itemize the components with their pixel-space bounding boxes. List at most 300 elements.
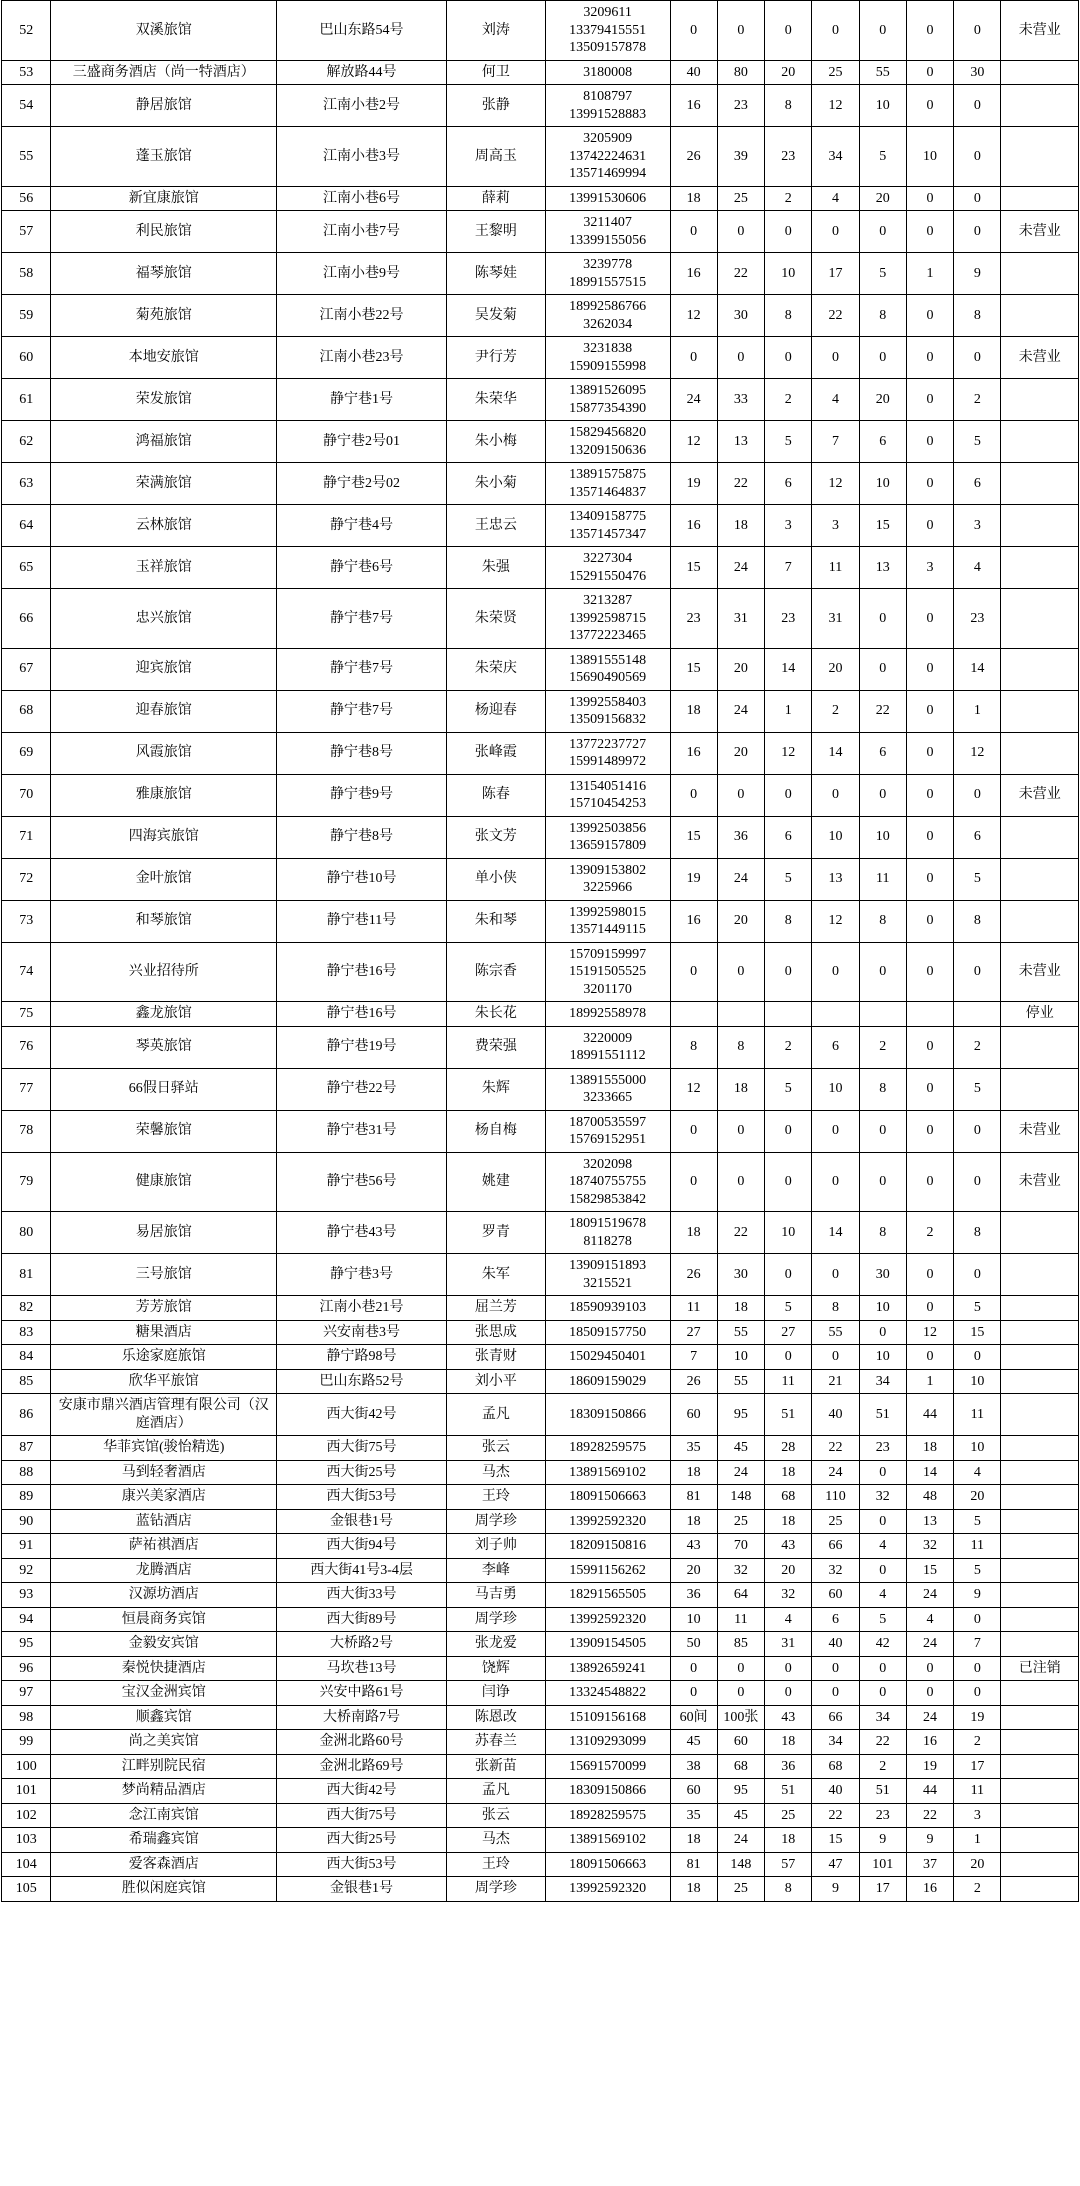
cell-address: 静宁巷11号 bbox=[277, 900, 447, 942]
cell-person: 张云 bbox=[446, 1803, 545, 1828]
cell-person: 孟凡 bbox=[446, 1779, 545, 1804]
table-row bbox=[2, 1, 1079, 61]
cell-number-4: 55 bbox=[812, 1320, 859, 1345]
cell-number-2: 30 bbox=[717, 1254, 764, 1296]
table-body bbox=[2, 1, 1079, 1902]
cell-phone: 15991156262 bbox=[545, 1558, 670, 1583]
cell-address: 江南小巷9号 bbox=[277, 253, 447, 295]
cell-index: 77 bbox=[2, 1068, 51, 1110]
cell-number-1: 24 bbox=[670, 379, 717, 421]
cell-number-5: 9 bbox=[859, 1828, 906, 1853]
cell-number-1: 26 bbox=[670, 1369, 717, 1394]
cell-number-1: 12 bbox=[670, 295, 717, 337]
cell-number-1: 0 bbox=[670, 1, 717, 61]
cell-number-2: 148 bbox=[717, 1485, 764, 1510]
cell-address: 静宁巷16号 bbox=[277, 942, 447, 1002]
cell-number-3: 0 bbox=[765, 942, 812, 1002]
cell-number-7: 4 bbox=[954, 1460, 1001, 1485]
table-row bbox=[2, 858, 1079, 900]
cell-number-6: 24 bbox=[906, 1632, 953, 1657]
cell-address: 西大街42号 bbox=[277, 1779, 447, 1804]
cell-number-6: 0 bbox=[906, 774, 953, 816]
cell-number-2: 0 bbox=[717, 211, 764, 253]
cell-number-6: 0 bbox=[906, 379, 953, 421]
cell-number-3: 3 bbox=[765, 505, 812, 547]
cell-number-3: 20 bbox=[765, 60, 812, 85]
cell-number-1: 19 bbox=[670, 858, 717, 900]
cell-number-5: 0 bbox=[859, 942, 906, 1002]
cell-note bbox=[1001, 547, 1079, 589]
cell-phone: 13154051416 15710454253 bbox=[545, 774, 670, 816]
cell-number-4: 7 bbox=[812, 421, 859, 463]
cell-number-3: 5 bbox=[765, 858, 812, 900]
cell-phone: 3213287 13992598715 13772223465 bbox=[545, 589, 670, 649]
cell-number-5: 8 bbox=[859, 900, 906, 942]
cell-number-6: 3 bbox=[906, 547, 953, 589]
cell-number-4: 9 bbox=[812, 1877, 859, 1902]
table-row bbox=[2, 732, 1079, 774]
cell-number-7: 5 bbox=[954, 1296, 1001, 1321]
cell-person: 单小侠 bbox=[446, 858, 545, 900]
cell-name: 福琴旅馆 bbox=[51, 253, 277, 295]
cell-person: 王忠云 bbox=[446, 505, 545, 547]
cell-note: 未营业 bbox=[1001, 1, 1079, 61]
cell-number-1: 18 bbox=[670, 1509, 717, 1534]
cell-name: 三盛商务酒店（尚一特酒店） bbox=[51, 60, 277, 85]
table-row bbox=[2, 1296, 1079, 1321]
cell-number-2: 18 bbox=[717, 1068, 764, 1110]
cell-name: 金毅安宾馆 bbox=[51, 1632, 277, 1657]
cell-number-2: 80 bbox=[717, 60, 764, 85]
table-row bbox=[2, 127, 1079, 187]
cell-number-6: 0 bbox=[906, 1681, 953, 1706]
cell-number-1: 12 bbox=[670, 421, 717, 463]
cell-number-1: 15 bbox=[670, 547, 717, 589]
cell-number-2: 0 bbox=[717, 774, 764, 816]
cell-name: 念江南宾馆 bbox=[51, 1803, 277, 1828]
table-row bbox=[2, 900, 1079, 942]
cell-name: 乐途家庭旅馆 bbox=[51, 1345, 277, 1370]
cell-name: 汉源坊酒店 bbox=[51, 1583, 277, 1608]
cell-address: 江南小巷22号 bbox=[277, 295, 447, 337]
cell-number-7: 4 bbox=[954, 547, 1001, 589]
cell-number-7: 0 bbox=[954, 186, 1001, 211]
cell-note bbox=[1001, 379, 1079, 421]
cell-number-3: 0 bbox=[765, 1110, 812, 1152]
cell-phone: 13892659241 bbox=[545, 1656, 670, 1681]
cell-address: 静宁巷3号 bbox=[277, 1254, 447, 1296]
cell-number-5: 17 bbox=[859, 1877, 906, 1902]
cell-note bbox=[1001, 85, 1079, 127]
cell-number-5: 0 bbox=[859, 1681, 906, 1706]
cell-phone: 13909151893 3215521 bbox=[545, 1254, 670, 1296]
cell-number-3: 18 bbox=[765, 1828, 812, 1853]
cell-number-4: 60 bbox=[812, 1583, 859, 1608]
cell-index: 89 bbox=[2, 1485, 51, 1510]
cell-number-5: 55 bbox=[859, 60, 906, 85]
cell-note bbox=[1001, 60, 1079, 85]
cell-number-5 bbox=[859, 1002, 906, 1027]
cell-name: 爱客森酒店 bbox=[51, 1852, 277, 1877]
cell-person: 何卫 bbox=[446, 60, 545, 85]
cell-number-5: 8 bbox=[859, 295, 906, 337]
cell-number-4: 2 bbox=[812, 690, 859, 732]
cell-number-7: 2 bbox=[954, 1877, 1001, 1902]
cell-number-3: 68 bbox=[765, 1485, 812, 1510]
cell-number-2: 25 bbox=[717, 1509, 764, 1534]
cell-index: 84 bbox=[2, 1345, 51, 1370]
cell-name: 雅康旅馆 bbox=[51, 774, 277, 816]
cell-address: 江南小巷2号 bbox=[277, 85, 447, 127]
cell-number-6: 16 bbox=[906, 1730, 953, 1755]
cell-number-3: 23 bbox=[765, 589, 812, 649]
cell-number-4: 12 bbox=[812, 900, 859, 942]
cell-number-4: 13 bbox=[812, 858, 859, 900]
cell-number-2: 0 bbox=[717, 942, 764, 1002]
cell-phone: 13992592320 bbox=[545, 1509, 670, 1534]
cell-person: 张云 bbox=[446, 1436, 545, 1461]
cell-index: 88 bbox=[2, 1460, 51, 1485]
table-row bbox=[2, 816, 1079, 858]
cell-person: 周高玉 bbox=[446, 127, 545, 187]
cell-note bbox=[1001, 421, 1079, 463]
cell-number-3: 0 bbox=[765, 1152, 812, 1212]
cell-number-7: 20 bbox=[954, 1852, 1001, 1877]
cell-index: 61 bbox=[2, 379, 51, 421]
cell-index: 98 bbox=[2, 1705, 51, 1730]
cell-number-3: 0 bbox=[765, 1656, 812, 1681]
lodging-registry-table bbox=[1, 0, 1079, 1902]
cell-address: 静宁巷6号 bbox=[277, 547, 447, 589]
cell-note: 停业 bbox=[1001, 1002, 1079, 1027]
cell-number-3: 0 bbox=[765, 211, 812, 253]
cell-number-1: 11 bbox=[670, 1296, 717, 1321]
cell-name: 尚之美宾馆 bbox=[51, 1730, 277, 1755]
cell-note bbox=[1001, 1026, 1079, 1068]
cell-name: 康兴美家酒店 bbox=[51, 1485, 277, 1510]
cell-name: 菊苑旅馆 bbox=[51, 295, 277, 337]
cell-person: 李峰 bbox=[446, 1558, 545, 1583]
cell-note bbox=[1001, 1803, 1079, 1828]
cell-phone: 13909153802 3225966 bbox=[545, 858, 670, 900]
cell-index: 71 bbox=[2, 816, 51, 858]
cell-index: 58 bbox=[2, 253, 51, 295]
cell-person: 杨迎春 bbox=[446, 690, 545, 732]
cell-number-1: 26 bbox=[670, 127, 717, 187]
cell-index: 100 bbox=[2, 1754, 51, 1779]
cell-number-3: 14 bbox=[765, 648, 812, 690]
cell-number-6: 0 bbox=[906, 1152, 953, 1212]
cell-number-4: 3 bbox=[812, 505, 859, 547]
cell-phone: 13891569102 bbox=[545, 1460, 670, 1485]
cell-number-2: 24 bbox=[717, 1828, 764, 1853]
cell-number-3: 2 bbox=[765, 1026, 812, 1068]
table-row bbox=[2, 1656, 1079, 1681]
cell-address: 西大街53号 bbox=[277, 1852, 447, 1877]
cell-number-2: 95 bbox=[717, 1394, 764, 1436]
cell-person: 陈宗香 bbox=[446, 942, 545, 1002]
cell-phone: 13109293099 bbox=[545, 1730, 670, 1755]
cell-phone: 15829456820 13209150636 bbox=[545, 421, 670, 463]
cell-index: 53 bbox=[2, 60, 51, 85]
cell-person: 苏春兰 bbox=[446, 1730, 545, 1755]
cell-note bbox=[1001, 1509, 1079, 1534]
cell-number-1: 35 bbox=[670, 1803, 717, 1828]
cell-name: 恒晨商务宾馆 bbox=[51, 1607, 277, 1632]
cell-note bbox=[1001, 1583, 1079, 1608]
cell-name: 芳芳旅馆 bbox=[51, 1296, 277, 1321]
cell-address: 兴安南巷3号 bbox=[277, 1320, 447, 1345]
cell-number-2: 20 bbox=[717, 900, 764, 942]
cell-note bbox=[1001, 648, 1079, 690]
cell-index: 63 bbox=[2, 463, 51, 505]
cell-phone: 18992558978 bbox=[545, 1002, 670, 1027]
cell-phone: 3227304 15291550476 bbox=[545, 547, 670, 589]
cell-address: 金银巷1号 bbox=[277, 1877, 447, 1902]
cell-name: 利民旅馆 bbox=[51, 211, 277, 253]
cell-person: 朱小梅 bbox=[446, 421, 545, 463]
cell-number-2: 100张 bbox=[717, 1705, 764, 1730]
cell-address: 静宁巷56号 bbox=[277, 1152, 447, 1212]
cell-number-2: 85 bbox=[717, 1632, 764, 1657]
cell-note bbox=[1001, 1779, 1079, 1804]
cell-number-5: 34 bbox=[859, 1369, 906, 1394]
cell-address: 兴安中路61号 bbox=[277, 1681, 447, 1706]
cell-number-6: 48 bbox=[906, 1485, 953, 1510]
cell-note bbox=[1001, 1460, 1079, 1485]
cell-number-7: 30 bbox=[954, 60, 1001, 85]
cell-person: 朱荣庆 bbox=[446, 648, 545, 690]
table-row bbox=[2, 1110, 1079, 1152]
cell-address: 静宁巷7号 bbox=[277, 589, 447, 649]
cell-phone: 18928259575 bbox=[545, 1436, 670, 1461]
cell-number-5: 0 bbox=[859, 1656, 906, 1681]
cell-number-1: 0 bbox=[670, 211, 717, 253]
cell-index: 99 bbox=[2, 1730, 51, 1755]
cell-number-7: 3 bbox=[954, 505, 1001, 547]
cell-number-7: 2 bbox=[954, 379, 1001, 421]
cell-number-7: 14 bbox=[954, 648, 1001, 690]
cell-number-4: 11 bbox=[812, 547, 859, 589]
cell-number-5: 10 bbox=[859, 85, 906, 127]
cell-number-3: 28 bbox=[765, 1436, 812, 1461]
cell-number-1: 16 bbox=[670, 253, 717, 295]
cell-person: 陈春 bbox=[446, 774, 545, 816]
cell-index: 60 bbox=[2, 337, 51, 379]
cell-number-5: 0 bbox=[859, 648, 906, 690]
cell-number-6: 24 bbox=[906, 1705, 953, 1730]
cell-address: 巴山东路52号 bbox=[277, 1369, 447, 1394]
cell-number-1: 0 bbox=[670, 942, 717, 1002]
cell-number-1: 0 bbox=[670, 1656, 717, 1681]
cell-number-3: 18 bbox=[765, 1730, 812, 1755]
cell-number-1: 23 bbox=[670, 589, 717, 649]
cell-phone: 18091506663 bbox=[545, 1852, 670, 1877]
cell-note bbox=[1001, 1436, 1079, 1461]
cell-number-2: 0 bbox=[717, 1, 764, 61]
cell-number-7: 11 bbox=[954, 1779, 1001, 1804]
cell-number-1: 18 bbox=[670, 690, 717, 732]
cell-number-7: 11 bbox=[954, 1394, 1001, 1436]
cell-name: 萨祐祺酒店 bbox=[51, 1534, 277, 1559]
table-row bbox=[2, 1877, 1079, 1902]
cell-number-1: 18 bbox=[670, 1212, 717, 1254]
cell-phone: 13891555148 15690490569 bbox=[545, 648, 670, 690]
cell-number-4: 4 bbox=[812, 186, 859, 211]
cell-number-1: 18 bbox=[670, 1877, 717, 1902]
cell-number-6: 14 bbox=[906, 1460, 953, 1485]
cell-index: 95 bbox=[2, 1632, 51, 1657]
cell-number-3: 1 bbox=[765, 690, 812, 732]
cell-index: 82 bbox=[2, 1296, 51, 1321]
cell-number-7: 5 bbox=[954, 1068, 1001, 1110]
cell-person: 马杰 bbox=[446, 1460, 545, 1485]
cell-phone: 13324548822 bbox=[545, 1681, 670, 1706]
cell-address: 江南小巷23号 bbox=[277, 337, 447, 379]
cell-address: 静宁巷7号 bbox=[277, 648, 447, 690]
cell-number-6: 1 bbox=[906, 253, 953, 295]
cell-number-3: 5 bbox=[765, 1296, 812, 1321]
cell-number-7: 5 bbox=[954, 858, 1001, 900]
cell-address: 静宁巷7号 bbox=[277, 690, 447, 732]
cell-name: 风霞旅馆 bbox=[51, 732, 277, 774]
cell-note bbox=[1001, 1345, 1079, 1370]
cell-number-2: 0 bbox=[717, 1681, 764, 1706]
table-row bbox=[2, 648, 1079, 690]
cell-number-1: 8 bbox=[670, 1026, 717, 1068]
cell-number-6: 37 bbox=[906, 1852, 953, 1877]
cell-note bbox=[1001, 1705, 1079, 1730]
table-row bbox=[2, 379, 1079, 421]
cell-number-3: 18 bbox=[765, 1460, 812, 1485]
cell-address: 金洲北路60号 bbox=[277, 1730, 447, 1755]
cell-name: 荣满旅馆 bbox=[51, 463, 277, 505]
cell-address: 西大街75号 bbox=[277, 1803, 447, 1828]
cell-number-4: 24 bbox=[812, 1460, 859, 1485]
cell-name: 鸿福旅馆 bbox=[51, 421, 277, 463]
cell-number-6: 0 bbox=[906, 186, 953, 211]
cell-number-4: 34 bbox=[812, 127, 859, 187]
cell-address: 静宁巷1号 bbox=[277, 379, 447, 421]
cell-person: 马杰 bbox=[446, 1828, 545, 1853]
cell-number-3: 10 bbox=[765, 1212, 812, 1254]
cell-number-6: 0 bbox=[906, 211, 953, 253]
cell-number-6: 0 bbox=[906, 648, 953, 690]
cell-number-5: 15 bbox=[859, 505, 906, 547]
cell-person: 周学珍 bbox=[446, 1607, 545, 1632]
cell-index: 68 bbox=[2, 690, 51, 732]
cell-name: 新宜康旅馆 bbox=[51, 186, 277, 211]
cell-number-6: 19 bbox=[906, 1754, 953, 1779]
cell-number-1: 19 bbox=[670, 463, 717, 505]
cell-number-1: 10 bbox=[670, 1607, 717, 1632]
cell-person: 薛莉 bbox=[446, 186, 545, 211]
cell-number-1: 81 bbox=[670, 1852, 717, 1877]
cell-note bbox=[1001, 186, 1079, 211]
table-row bbox=[2, 1828, 1079, 1853]
cell-number-4: 110 bbox=[812, 1485, 859, 1510]
cell-number-1: 0 bbox=[670, 337, 717, 379]
cell-name: 66假日驿站 bbox=[51, 1068, 277, 1110]
cell-number-7: 8 bbox=[954, 295, 1001, 337]
cell-number-1: 43 bbox=[670, 1534, 717, 1559]
table-row bbox=[2, 1068, 1079, 1110]
cell-index: 80 bbox=[2, 1212, 51, 1254]
cell-note bbox=[1001, 1068, 1079, 1110]
cell-number-2: 0 bbox=[717, 1152, 764, 1212]
cell-name: 糖果酒店 bbox=[51, 1320, 277, 1345]
cell-phone: 3180008 bbox=[545, 60, 670, 85]
cell-number-7: 9 bbox=[954, 253, 1001, 295]
table-row bbox=[2, 505, 1079, 547]
cell-name: 荣发旅馆 bbox=[51, 379, 277, 421]
cell-number-6: 0 bbox=[906, 1296, 953, 1321]
cell-person: 饶辉 bbox=[446, 1656, 545, 1681]
cell-name: 华菲宾馆(骏怡精选) bbox=[51, 1436, 277, 1461]
cell-number-2: 24 bbox=[717, 1460, 764, 1485]
cell-number-5: 34 bbox=[859, 1705, 906, 1730]
cell-number-7: 0 bbox=[954, 1681, 1001, 1706]
cell-number-2: 32 bbox=[717, 1558, 764, 1583]
cell-number-1: 18 bbox=[670, 186, 717, 211]
cell-index: 97 bbox=[2, 1681, 51, 1706]
cell-index: 56 bbox=[2, 186, 51, 211]
cell-number-1: 38 bbox=[670, 1754, 717, 1779]
cell-index: 92 bbox=[2, 1558, 51, 1583]
cell-number-7: 9 bbox=[954, 1583, 1001, 1608]
cell-phone: 13891575875 13571464837 bbox=[545, 463, 670, 505]
cell-number-3: 0 bbox=[765, 774, 812, 816]
cell-number-3: 4 bbox=[765, 1607, 812, 1632]
cell-number-5: 0 bbox=[859, 589, 906, 649]
cell-name: 顺鑫宾馆 bbox=[51, 1705, 277, 1730]
cell-person: 杨自梅 bbox=[446, 1110, 545, 1152]
cell-number-2: 23 bbox=[717, 85, 764, 127]
cell-index: 74 bbox=[2, 942, 51, 1002]
cell-address: 金洲北路69号 bbox=[277, 1754, 447, 1779]
cell-person: 朱和琴 bbox=[446, 900, 545, 942]
cell-address: 西大街33号 bbox=[277, 1583, 447, 1608]
cell-number-6: 0 bbox=[906, 1345, 953, 1370]
cell-phone: 3205909 13742224631 13571469994 bbox=[545, 127, 670, 187]
cell-number-6: 0 bbox=[906, 816, 953, 858]
cell-number-3: 0 bbox=[765, 1, 812, 61]
cell-number-1: 40 bbox=[670, 60, 717, 85]
cell-number-1: 81 bbox=[670, 1485, 717, 1510]
cell-number-7: 6 bbox=[954, 463, 1001, 505]
cell-number-1: 36 bbox=[670, 1583, 717, 1608]
cell-number-4: 0 bbox=[812, 1, 859, 61]
cell-number-5: 32 bbox=[859, 1485, 906, 1510]
table-row bbox=[2, 1320, 1079, 1345]
cell-note bbox=[1001, 1681, 1079, 1706]
cell-number-6: 4 bbox=[906, 1607, 953, 1632]
cell-number-6: 1 bbox=[906, 1369, 953, 1394]
cell-number-4: 0 bbox=[812, 942, 859, 1002]
cell-number-7: 11 bbox=[954, 1534, 1001, 1559]
cell-number-6: 2 bbox=[906, 1212, 953, 1254]
cell-number-2: 33 bbox=[717, 379, 764, 421]
cell-number-7: 0 bbox=[954, 211, 1001, 253]
cell-name: 云林旅馆 bbox=[51, 505, 277, 547]
cell-person: 周学珍 bbox=[446, 1877, 545, 1902]
cell-name: 双溪旅馆 bbox=[51, 1, 277, 61]
cell-number-4: 14 bbox=[812, 1212, 859, 1254]
cell-number-6: 15 bbox=[906, 1558, 953, 1583]
cell-number-6: 0 bbox=[906, 295, 953, 337]
cell-person: 张文芳 bbox=[446, 816, 545, 858]
cell-number-5: 6 bbox=[859, 732, 906, 774]
